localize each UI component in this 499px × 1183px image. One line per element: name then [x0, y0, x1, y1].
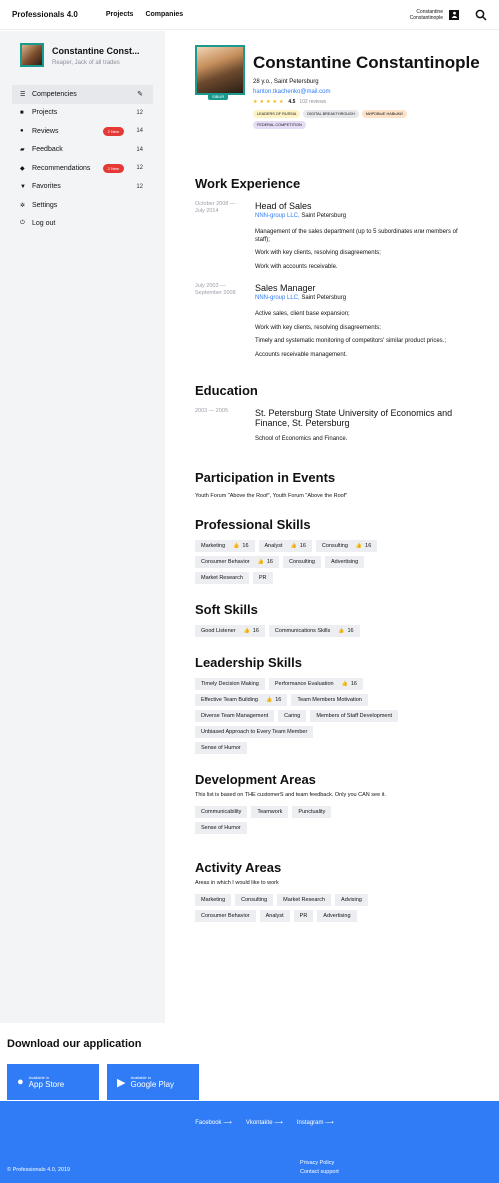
job-duty: Work with accounts receivable.	[255, 263, 338, 270]
profile-photo	[195, 45, 245, 95]
star-icon: ★	[278, 99, 284, 105]
star-icon: ★	[265, 99, 271, 105]
job-entry	[195, 201, 499, 271]
sidebar-item-reviews[interactable]: ● Reviews 2 New 14	[20, 127, 143, 135]
job-duty: Timely and systematic monitoring of competitors' similar product prices.;	[255, 338, 446, 344]
tag-row	[195, 694, 465, 706]
bookmark-icon: ▼	[20, 183, 26, 190]
achievement-badge[interactable]: LEADERS OF RUSSIA	[253, 110, 300, 118]
skill-tag[interactable]: Market Research	[195, 572, 249, 584]
folder-icon: ■	[20, 109, 24, 116]
thumbs-up-icon[interactable]: 👍	[243, 627, 250, 634]
page-title: Constantine Constantinople	[253, 53, 480, 72]
skill-tag[interactable]: Communications Skills 👍 16	[269, 625, 360, 637]
skill-tag[interactable]: Communicability	[195, 806, 247, 818]
header-user[interactable]	[410, 9, 487, 21]
avatar	[20, 43, 44, 67]
download-section	[0, 1024, 499, 1101]
nav-projects[interactable]: Projects	[105, 11, 134, 18]
arrow-right-icon: ⟶	[223, 1120, 232, 1126]
sidebar-item-settings[interactable]: ✲ Settings	[20, 201, 58, 209]
logout-icon: ⏻	[20, 220, 25, 227]
job-dates: July 2003 — September 2008	[195, 283, 236, 296]
leadership-skills-title: Leadership Skills	[195, 654, 302, 670]
thumbs-up-icon[interactable]: 👍	[257, 558, 264, 565]
endorsement-count: 16	[299, 542, 306, 549]
tag-row	[195, 625, 465, 637]
job-company: NNN-group LLC, Saint Petersburg	[255, 213, 347, 219]
skill-tag[interactable]: Advising	[335, 894, 368, 906]
job-duty: Work with key clients, resolving disagreements;	[255, 250, 381, 256]
arrow-right-icon: ⟶	[274, 1120, 283, 1126]
sidebar	[0, 31, 165, 1023]
development-areas	[195, 806, 465, 834]
soft-skills	[195, 625, 465, 637]
copyright: © Professionals 4.0, 2019	[7, 1167, 71, 1173]
arrow-right-icon: ⟶	[325, 1120, 334, 1126]
new-badge: 2 New	[103, 164, 124, 173]
tag-row	[195, 572, 465, 584]
job-duty: Work with key clients, resolving disagreements;	[255, 324, 381, 331]
work-experience-title: Work Experience	[195, 176, 301, 191]
sidebar-item-competencies[interactable]: ☰ Competencies ✎	[12, 85, 153, 104]
logo[interactable]: Professionals 4.0	[12, 10, 78, 19]
top-bar	[0, 0, 499, 30]
message-icon: ▰	[20, 147, 25, 154]
skill-tag[interactable]: Sense of Humor	[195, 822, 247, 834]
school-name: St. Petersburg State University of Economics and Finance, St. Petersburg	[255, 408, 453, 428]
sidebar-profile-role: Reaper, Jack of all trades	[52, 60, 120, 66]
rating	[253, 99, 493, 105]
development-areas-title: Development Areas	[195, 771, 316, 787]
sidebar-profile[interactable]	[20, 43, 153, 67]
skill-tag[interactable]: Team Members Motivation	[291, 694, 368, 706]
count: 12	[136, 165, 143, 172]
sidebar-item-favorites[interactable]: ▼ Favorites 12	[20, 183, 143, 191]
sidebar-profile-name: Constantine Const...	[52, 46, 140, 56]
professional-skills-title: Professional Skills	[195, 516, 311, 532]
tag-row	[195, 678, 465, 690]
education-title: Education	[195, 383, 258, 398]
tag-row	[195, 894, 465, 906]
professional-skills	[195, 540, 465, 584]
profile-location: 28 y.o., Saint Petersburg	[253, 79, 319, 85]
activity-areas	[195, 894, 465, 922]
skill-tag[interactable]: Members of Staff Development	[310, 710, 398, 722]
job-duty: Accounts receivable management.	[255, 351, 348, 358]
count: 12	[136, 183, 143, 190]
soft-skills-title: Soft Skills	[195, 601, 258, 617]
profile-header	[165, 31, 499, 176]
job-dates: October 2008 — July 2014	[195, 201, 236, 214]
social-links	[30, 1119, 499, 1126]
tag-row	[195, 910, 465, 922]
skill-tag[interactable]: Sense of Humor	[195, 742, 247, 754]
sidebar-item-projects[interactable]: ■ Projects 12	[20, 109, 143, 117]
list-icon: ☰	[20, 91, 26, 98]
skill-tag[interactable]: Timely Decision Making	[195, 678, 265, 690]
tag-row	[195, 710, 465, 722]
instagram-link[interactable]: Instagram ⟶	[296, 1120, 334, 1126]
achievement-badges	[253, 110, 453, 129]
sidebar-item-feedback[interactable]: ▰ Feedback 14	[20, 146, 143, 154]
thumbs-up-icon[interactable]: 👍	[265, 696, 273, 703]
edit-icon[interactable]: ✎	[137, 91, 143, 99]
privacy-policy-link[interactable]: Privacy Policy	[300, 1160, 335, 1166]
star-icon: ●	[20, 128, 24, 135]
thumbs-up-icon[interactable]: 👍	[338, 627, 345, 634]
endorsement-count: 16	[252, 627, 259, 634]
skill-tag[interactable]: Marketing 👍 16	[195, 540, 255, 552]
star-icon: ★	[253, 99, 258, 105]
endorsement-count: 16	[365, 542, 372, 549]
contact-support-link[interactable]: Contact support	[300, 1169, 339, 1175]
reviews-link[interactable]: 102 reviews	[299, 99, 327, 105]
skill-tag[interactable]: Effective Team Building 👍 16	[195, 694, 287, 706]
skill-tag[interactable]: Analyst	[260, 910, 290, 922]
tag-row	[195, 742, 465, 754]
rating-value: 4.5	[288, 99, 296, 105]
skill-tag[interactable]: Analyst 👍 16	[259, 540, 312, 552]
development-note: This list is based on THE customerS and team feedback. Only you CAN see it.	[195, 791, 386, 798]
download-title: Download our application	[7, 1038, 142, 1050]
endorsement-count: 16	[347, 627, 354, 634]
skill-tag[interactable]: Caring	[278, 710, 306, 722]
achievement-badge[interactable]: МИРОВЫЕ НАВЫКИ	[362, 110, 407, 118]
skill-tag[interactable]: PR	[294, 910, 314, 922]
app-store-button[interactable]: ● Available in App Store	[7, 1064, 99, 1100]
user-icon[interactable]	[449, 10, 459, 20]
tag-row	[195, 822, 465, 834]
sidebar-item-logout[interactable]: ⏻ Log out	[20, 220, 56, 228]
events-title: Participation in Events	[195, 469, 336, 485]
search-icon[interactable]	[475, 9, 487, 21]
activity-areas-title: Activity Areas	[195, 859, 282, 875]
job-duty: Active sales, client base expansion;	[255, 311, 350, 317]
footer	[0, 1101, 499, 1183]
star-icon: ★	[272, 99, 277, 105]
new-badge: 2 New	[103, 127, 124, 136]
tag-row	[195, 806, 465, 818]
skill-tag[interactable]: Punctuality	[292, 806, 331, 818]
skill-tag[interactable]: Consulting 👍 16	[316, 540, 377, 552]
google-play-button[interactable]: ▶ Available in Google Play	[107, 1064, 199, 1100]
thumbs-up-icon[interactable]: 👍	[341, 680, 348, 687]
job-entry	[195, 283, 499, 359]
company-tag: SIBUR	[208, 93, 228, 100]
achievement-badge[interactable]: DIGITAL BREAKTHROUGH	[303, 110, 358, 118]
count: 12	[136, 109, 143, 116]
endorsement-count: 16	[275, 696, 282, 703]
thumbs-up-icon[interactable]: 👍	[233, 542, 240, 549]
skill-tag[interactable]: PR	[253, 572, 273, 584]
education-dates: 2003 — 2005	[195, 408, 229, 414]
job-title: Head of Sales	[255, 201, 312, 211]
count: 14	[136, 128, 143, 135]
main-nav	[106, 11, 183, 18]
thumbs-up-icon[interactable]: 👍	[290, 542, 297, 549]
tag-row	[195, 726, 465, 738]
sidebar-item-recommendations[interactable]: ◆ Recommendations 2 New 12	[20, 164, 143, 172]
skill-tag[interactable]: Advertising	[317, 910, 356, 922]
star-icon: ★	[259, 99, 264, 105]
play-icon: ▶	[117, 1076, 126, 1089]
apple-icon: ●	[17, 1076, 24, 1088]
nav-companies[interactable]: Companies	[145, 11, 184, 18]
endorsement-count: 16	[242, 542, 249, 549]
gear-icon: ✲	[20, 202, 26, 209]
thumbs-up-icon[interactable]: 👍	[355, 542, 363, 549]
job-duty: Management of the sales department (up to 5 subordinates или members of staff);	[255, 229, 458, 243]
skill-tag[interactable]: Marketing	[195, 894, 231, 906]
skill-tag[interactable]: Market Research	[277, 894, 331, 906]
tag-row	[195, 556, 465, 568]
facebook-link[interactable]: Facebook ⟶	[195, 1120, 232, 1126]
skill-tag[interactable]: Unbiased Approach to Every Team Member	[195, 726, 313, 738]
skill-tag[interactable]: Consulting	[235, 894, 273, 906]
thumb-icon: ◆	[20, 165, 25, 172]
faculty-name: School of Economics and Finance.	[255, 436, 348, 442]
skill-tag[interactable]: Advertising	[325, 556, 364, 568]
events-text: Youth Forum "Above the Roof", Youth Forum "Above the Roof"	[195, 492, 348, 499]
count: 14	[136, 146, 143, 153]
skill-tag[interactable]: Teamwork	[251, 806, 288, 818]
achievement-badge[interactable]: FEDERAL COMPETITION	[253, 121, 306, 129]
leadership-skills	[195, 678, 465, 754]
vkontakte-link[interactable]: Vkontakte ⟶	[245, 1120, 283, 1126]
main-content	[165, 31, 499, 922]
tag-row	[195, 540, 465, 552]
skill-tag[interactable]: Diverse Team Management	[195, 710, 274, 722]
skill-tag[interactable]: Consulting	[283, 556, 321, 568]
skill-tag[interactable]: Good Listener 👍 16	[195, 625, 265, 637]
skill-tag[interactable]: Consumer Behavior	[195, 910, 256, 922]
endorsement-count: 16	[350, 680, 357, 687]
activity-note: Areas in which I would like to work	[195, 879, 279, 886]
job-company: NNN-group LLC, Saint Petersburg	[255, 295, 347, 301]
education-entry	[195, 408, 499, 444]
profile-email[interactable]: hanton.tkachenko@mail.com	[253, 89, 331, 95]
skill-tag[interactable]: Performance Evaluation 👍 16	[269, 678, 363, 690]
user-name[interactable]: Constantine Constantinople	[409, 8, 443, 21]
skill-tag[interactable]: Consumer Behavior 👍 16	[195, 556, 279, 568]
job-title: Sales Manager	[255, 283, 316, 293]
endorsement-count: 16	[266, 558, 273, 565]
